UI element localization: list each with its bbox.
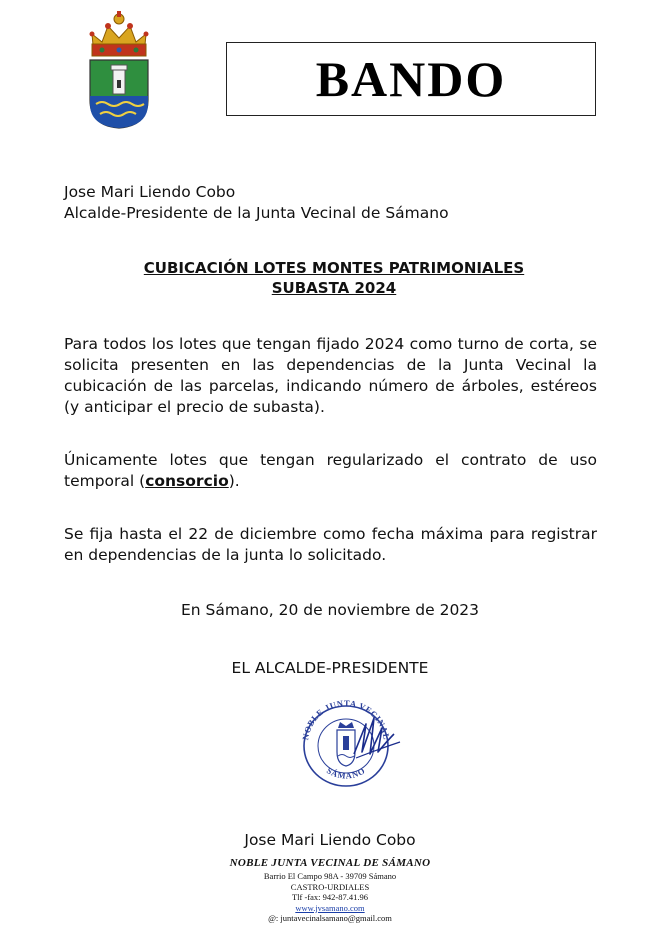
heading-line-2: SUBASTA 2024 xyxy=(271,279,397,297)
paragraph-consortium-end: ). xyxy=(228,472,240,490)
author-block xyxy=(64,182,449,224)
signer-name: Jose Mari Liendo Cobo xyxy=(244,831,416,849)
place-date: En Sámano, 20 de noviembre de 2023 xyxy=(180,601,480,619)
heading-line-1: CUBICACIÓN LOTES MONTES PATRIMONIALES xyxy=(143,259,525,277)
author-name: Jose Mari Liendo Cobo xyxy=(64,183,236,201)
footer-email: @: juntavecinalsamano@gmail.com xyxy=(268,913,392,923)
signer-title: EL ALCALDE-PRESIDENTE xyxy=(231,659,429,677)
footer-address: Barrio El Campo 98A - 39709 Sámano xyxy=(263,871,397,881)
title-box xyxy=(226,42,596,116)
coat-of-arms-logo xyxy=(86,8,152,130)
organization-footer xyxy=(0,856,660,924)
footer-phone: Tlf -fax: 942-87.41.96 xyxy=(291,892,368,902)
page-title: BANDO xyxy=(315,51,507,107)
footer-city: CASTRO-URDIALES xyxy=(290,881,370,892)
consortium-term: consorcio xyxy=(145,472,229,490)
document-heading xyxy=(0,258,668,298)
svg-text:NOBLE JUNTA VECINAL: NOBLE JUNTA VECINAL xyxy=(300,697,392,741)
paragraph-lots-request: Para todos los lotes que tengan fijado 2024 como turno de corta, se solicita presenten en las dependencias de la Junta Vecinal la cubicación de las parcelas, indicando número de árboles, estéreos (y anticipar el precio de subasta). xyxy=(64,335,597,416)
paragraph-consortium-text: Únicamente lotes que tengan regularizado el contrato de uso temporal ( xyxy=(64,451,597,490)
footer-website-link[interactable]: www.jvsamano.com xyxy=(295,902,365,913)
official-seal-stamp xyxy=(296,694,406,794)
author-role: Alcalde-Presidente de la Junta Vecinal de Sámano xyxy=(64,204,449,222)
paragraph-deadline: Se fija hasta el 22 de diciembre como fecha máxima para registrar en dependencias de la junta lo solicitado. xyxy=(64,525,597,564)
svg-text:SÁMANO: SÁMANO xyxy=(324,765,368,781)
footer-org-name: NOBLE JUNTA VECINAL DE SÁMANO xyxy=(229,857,431,869)
paragraph-consortium xyxy=(64,450,597,492)
